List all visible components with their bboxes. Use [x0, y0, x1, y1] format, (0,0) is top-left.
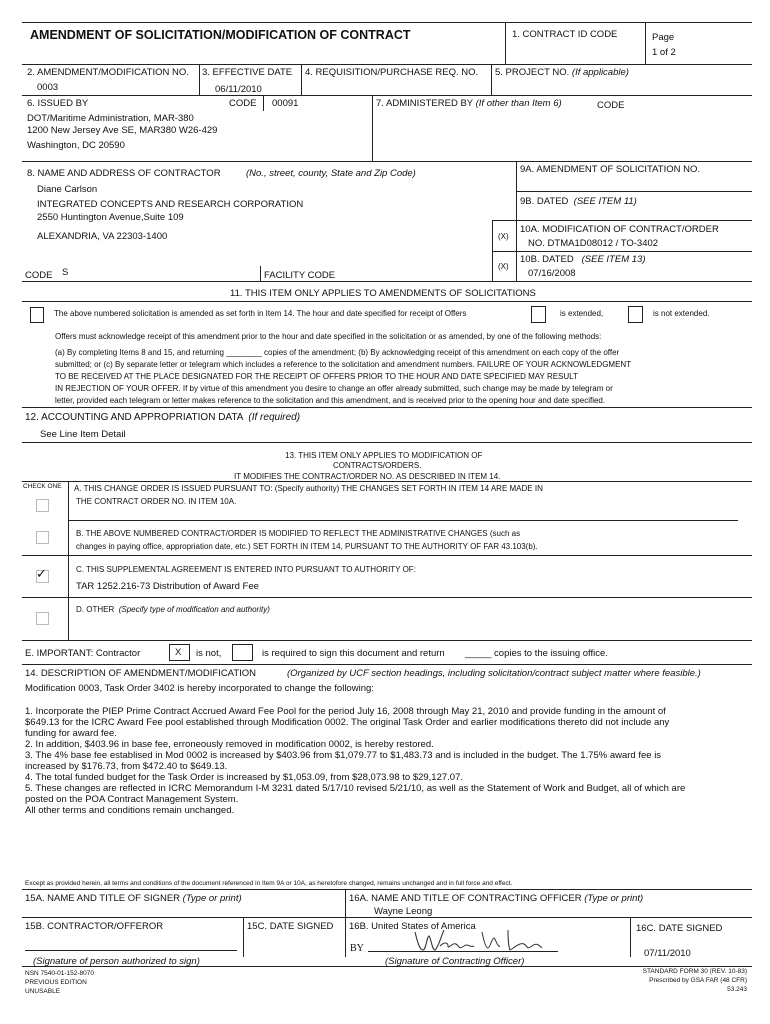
item-11-checkbox[interactable]	[30, 307, 44, 323]
item-11-line1: The above numbered solicitation is amended as set forth in Item 14. The hour and date specified for receipt of Offers	[54, 309, 467, 318]
item-13d-checkbox[interactable]	[36, 612, 49, 625]
contract-id-label: 1. CONTRACT ID CODE	[512, 29, 618, 40]
item-13-heading-3: IT MODIFIES THE CONTRACT/ORDER NO. AS DESCRIBED IN ITEM 14.	[234, 472, 501, 481]
is-required-label: is required to sign this document and return	[262, 648, 445, 659]
item-11-heading: 11. THIS ITEM ONLY APPLIES TO AMENDMENTS OF SOLICITATIONS	[230, 288, 536, 299]
issued-by-label: 6. ISSUED BY	[27, 98, 89, 109]
item-11-para1: Offers must acknowledge receipt of this amendment prior to the hour and date specified in the solicitation or as amended, by one of the following methods:	[55, 332, 602, 341]
form-title: AMENDMENT OF SOLICITATION/MODIFICATION OF CONTRACT	[30, 28, 411, 42]
issued-address-3: Washington, DC 20590	[27, 140, 125, 151]
description-line: All other terms and conditions remain unchanged.	[25, 805, 235, 816]
item-13c-line2: TAR 1252.216-73 Distribution of Award Fee	[76, 581, 259, 592]
is-not-label: is not,	[196, 648, 222, 659]
sig-15-caption: (Signature of person authorized to sign)	[33, 956, 200, 967]
facility-code-label: FACILITY CODE	[264, 270, 336, 281]
item-14-note: (Organized by UCF section headings, including solicitation/contract subject matter where feasible.)	[287, 668, 701, 679]
contractor-name: Diane Carlson	[37, 184, 98, 195]
item-12-label: 12. ACCOUNTING AND APPROPRIATION DATA (If required)	[25, 412, 301, 423]
check-mark-icon: ✓	[36, 566, 47, 581]
item-13d-label: D. OTHER (Specify type of modification and authority)	[76, 605, 270, 614]
item-10b-label: 10B. DATED (SEE ITEM 13)	[520, 254, 646, 265]
item-16c-label: 16C. DATE SIGNED	[636, 923, 723, 934]
requisition-label: 4. REQUISITION/PURCHASE REQ. NO.	[305, 67, 479, 78]
item-11-para2b: submitted; or (c) By separate letter or telegram which includes a reference to the solicitation and amendment numbers. FAILURE OF YOUR ACKNOWLEDGMENT	[55, 360, 632, 369]
except-note: Except as provided herein, all terms and conditions of the document referenced in Item 9A or 10A, as heretofore changed, remains unchanged and in full force and effect.	[25, 880, 513, 887]
signature-image	[410, 926, 545, 956]
contractor-code-value: S	[62, 267, 69, 278]
contractor-label: 8. NAME AND ADDRESS OF CONTRACTOR	[27, 168, 221, 179]
item-10b-mark: (X)	[498, 262, 509, 271]
description-line: 5. These changes are reflected in ICRC Memorandum I-M 3231 dated 5/17/10 revised 5/21/10, as well as the Statement of Work and Budget, all of which are	[25, 783, 686, 794]
previous-edition-label: PREVIOUS EDITION	[25, 979, 87, 986]
administered-by-label: 7. ADMINISTERED BY (If other than Item 6)	[376, 98, 562, 109]
item-13b-checkbox[interactable]	[36, 531, 49, 544]
contracting-officer-name: Wayne Leong	[374, 906, 433, 917]
contractor-company: INTEGRATED CONCEPTS AND RESEARCH CORPORATION	[37, 199, 304, 210]
effective-date-label: 3. EFFECTIVE DATE	[202, 67, 293, 78]
description-line: 3. The 4% base fee establised in Mod 0002 is increased by $403.96 from $1,079.77 to $1,483.73 and is included in the budget. The 1.75% award fee is	[25, 750, 662, 761]
item-13a-line1: A. THIS CHANGE ORDER IS ISSUED PURSUANT TO: (Specify authority) THE CHANGES SET FORTH IN ITEM 14 ARE MADE IN	[74, 484, 543, 493]
item-13-heading-2: CONTRACTS/ORDERS.	[333, 461, 422, 470]
item-12-value: See Line Item Detail	[40, 429, 126, 440]
item-13c-line1: C. THIS SUPPLEMENTAL AGREEMENT IS ENTERED INTO PURSUANT TO AUTHORITY OF:	[76, 565, 416, 574]
item-9b-label: 9B. DATED (SEE ITEM 11)	[520, 196, 637, 207]
contractor-code-label: CODE	[25, 270, 53, 281]
item-16c-value: 07/11/2010	[644, 948, 691, 959]
item-11-para2c: TO BE RECEIVED AT THE PLACE DESIGNATED FOR THE RECEIPT OF OFFERS PRIOR TO THE HOUR AND DATE SPECIFIED MAY RESULT	[55, 372, 578, 381]
issued-address-1: DOT/Maritime Administration, MAR-380	[27, 113, 194, 124]
administered-code-label: CODE	[597, 100, 625, 111]
sig-16-caption: (Signature of Contracting Officer)	[385, 956, 525, 967]
item-15c-label: 15C. DATE SIGNED	[247, 921, 334, 932]
far-code-label: 53.243	[727, 986, 747, 993]
item-10b-value: 07/16/2008	[528, 268, 576, 279]
description-line: funding for award fee.	[25, 728, 117, 739]
item-16b-label: 16B. United States of America	[349, 921, 476, 932]
extended-checkbox[interactable]	[531, 306, 546, 323]
item-13a-line2: THE CONTRACT ORDER NO. IN ITEM 10A.	[76, 497, 237, 506]
description-line: 1. Incorporate the PIEP Prime Contract Accrued Award Fee Pool for the period July 16, 2008 through May 21, 2010 and provide funding in the amount of	[25, 706, 666, 717]
item-10a-value: NO. DTMA1D08012 / TO-3402	[528, 238, 659, 249]
description-line: posted on the POA Contract Management System.	[25, 794, 239, 805]
item-16a-label: 16A. NAME AND TITLE OF CONTRACTING OFFICER (Type or print)	[349, 893, 644, 904]
item-13b-line2: changes in paying office, appropriation date, etc.) SET FORTH IN ITEM 14, PURSUANT TO THE AUTHORITY OF FAR 43.103(b).	[76, 542, 538, 551]
contractor-street: 2550 Huntington Avenue,Suite 109	[37, 212, 184, 223]
item-14-intro: Modification 0003, Task Order 3402 is hereby incorporated to change the following:	[25, 683, 374, 694]
check-one-label: CHECK ONE	[23, 483, 62, 490]
description-line: increased by $176.73, from $472.40 to $649.13.	[25, 761, 228, 772]
issued-address-2: 1200 New Jersey Ave SE, MAR380 W26-429	[27, 125, 218, 136]
item-11-para2e: letter, provided each telegram or letter makes reference to the solicitation and this amendment, and is received prior to the opening hour and date specified.	[55, 396, 606, 405]
copies-label: _____ copies to the issuing office.	[465, 648, 608, 659]
page-label: Page	[652, 32, 675, 43]
description-line: 4. The total funded budget for the Task Order is increased by $1,053.09, from $28,073.98 to $29,127.07.	[25, 772, 464, 783]
not-extended-checkbox[interactable]	[628, 306, 643, 323]
prescribed-label: Prescribed by GSA FAR (48 CFR)	[649, 977, 747, 984]
not-extended-label: is not extended.	[653, 309, 710, 318]
item-13-heading-1: 13. THIS ITEM ONLY APPLIES TO MODIFICATION OF	[285, 451, 483, 460]
standard-form-label: STANDARD FORM 30 (REV. 10-83)	[642, 968, 747, 975]
page-of: 1 of 2	[652, 47, 676, 58]
is-required-checkbox[interactable]	[232, 644, 253, 661]
unusable-label: UNUSABLE	[25, 988, 61, 995]
issued-code-label: CODE	[229, 98, 257, 109]
contractor-note: (No., street, county, State and Zip Code)	[246, 168, 416, 179]
item-11-para2d: IN REJECTION OF YOUR OFFER. If by virtue of this amendment you desire to change an offer already submitted, such change may be made by telegram or	[55, 384, 613, 393]
by-label: BY	[350, 943, 364, 954]
important-label: E. IMPORTANT: Contractor	[25, 648, 141, 659]
item-10a-label: 10A. MODIFICATION OF CONTRACT/ORDER	[520, 224, 719, 235]
is-not-x-mark: X	[175, 647, 182, 658]
issued-code-value: 00091	[272, 98, 299, 109]
extended-label: is extended,	[560, 309, 604, 318]
item-13a-checkbox[interactable]	[36, 499, 49, 512]
item-13b-line1: B. THE ABOVE NUMBERED CONTRACT/ORDER IS MODIFIED TO REFLECT THE ADMINISTRATIVE CHANGES (such as	[76, 529, 521, 538]
description-line: 2. In addition, $403.96 in base fee, erroneously removed in modification 0002, is hereby restored.	[25, 739, 434, 750]
amendment-no-value: 0003	[37, 82, 59, 93]
item-11-para2a: (a) By completing Items 8 and 15, and returning ________ copies of the amendment; (b) By acknowledging receipt of this amendment on each copy of the offer	[55, 348, 620, 357]
project-no-label: 5. PROJECT NO. (If applicable)	[495, 67, 629, 78]
item-10a-mark: (X)	[498, 232, 509, 241]
amendment-no-label: 2. AMENDMENT/MODIFICATION NO.	[27, 67, 189, 78]
effective-date-value: 06/11/2010	[215, 84, 262, 95]
contractor-city: ALEXANDRIA, VA 22303-1400	[37, 231, 168, 242]
nsn-label: NSN 7540-01-152-8070	[25, 970, 95, 977]
item-15b-label: 15B. CONTRACTOR/OFFEROR	[25, 921, 164, 932]
item-14-label: 14. DESCRIPTION OF AMENDMENT/MODIFICATION	[25, 668, 257, 679]
item-15a-label: 15A. NAME AND TITLE OF SIGNER (Type or print)	[25, 893, 242, 904]
description-line: $649.13 for the ICRC Award Fee pool established through Modification 0002. The original Task Order and earlier modifications thereto did not include any	[25, 717, 670, 728]
item-9a-label: 9A. AMENDMENT OF SOLICITATION NO.	[520, 164, 700, 175]
